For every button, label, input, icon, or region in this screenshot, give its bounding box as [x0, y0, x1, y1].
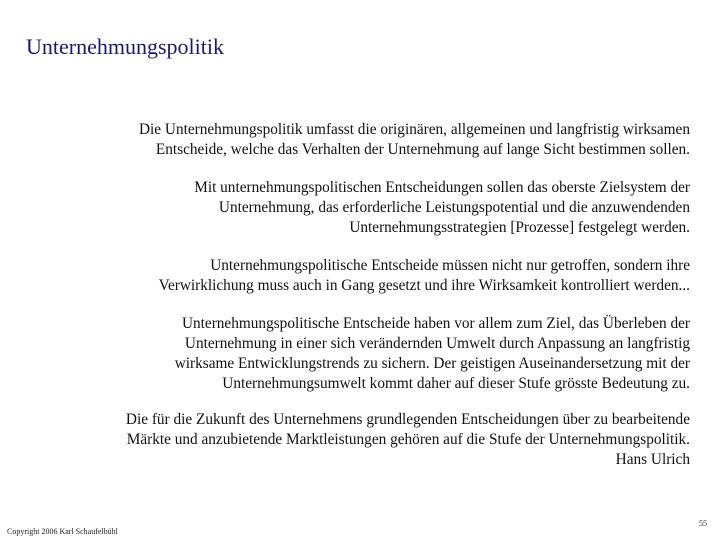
text-line: wirksame Entwicklungstrends zu sichern. Der geistigen Auseinandersetzung mit der — [174, 355, 690, 372]
text-line: Die für die Zukunft des Unternehmens grundlegenden Entscheidungen über zu bearbeitende — [125, 411, 690, 428]
text-line: Unternehmungsstrategien [Prozesse] festgelegt werden. — [349, 219, 690, 236]
text-line: Unternehmungspolitische Entscheide haben vor allem zum Ziel, das Überleben der — [181, 315, 690, 332]
copyright-notice: Copyright 2006 Karl Schaufelbühl — [7, 527, 118, 536]
paragraph-definition — [139, 120, 690, 160]
slide-title: Unternehmungspolitik — [26, 34, 224, 59]
paragraph-quote — [126, 410, 690, 470]
paragraph-goals — [194, 178, 690, 238]
text-line: Unternehmung, das erforderliche Leistungspotential und die anzuwendenden — [218, 199, 690, 216]
text-line: Mit unternehmungspolitischen Entscheidungen sollen das oberste Zielsystem der — [194, 179, 690, 196]
text-line: Märkte und anzubietende Marktleistungen gehören auf die Stufe der Unternehmungspolitik. — [126, 431, 690, 448]
paragraph-implementation — [159, 256, 690, 296]
text-line: Unternehmung in einer sich verändernden Umwelt durch Anpassung an langfristig — [184, 335, 690, 352]
text-line: Entscheide, welche das Verhalten der Unternehmung auf lange Sicht bestimmen sollen. — [155, 141, 690, 158]
text-line: Die Unternehmungspolitik umfasst die originären, allgemeinen und langfristig wirksamen — [139, 121, 690, 138]
quote-author: Hans Ulrich — [615, 451, 690, 468]
text-line: Unternehmungspolitische Entscheide müssen nicht nur getroffen, sondern ihre — [210, 257, 690, 274]
page-number: 55 — [699, 519, 707, 528]
text-line: Verwirklichung muss auch in Gang gesetzt und ihre Wirksamkeit kontrolliert werden... — [158, 277, 690, 294]
paragraph-survival — [175, 314, 690, 394]
text-line: Unternehmungsumwelt kommt daher auf dieser Stufe grösste Bedeutung zu. — [222, 375, 690, 392]
